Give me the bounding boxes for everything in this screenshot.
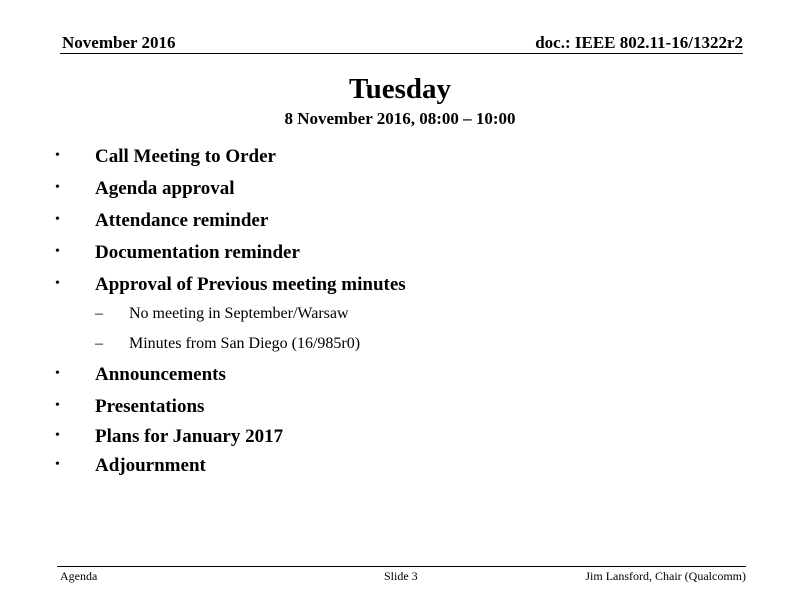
bullet-icon: • [55, 398, 60, 413]
agenda-item-label: Attendance reminder [95, 210, 269, 231]
slide-subtitle: 8 November 2016, 08:00 – 10:00 [284, 109, 516, 128]
agenda-item [0, 455, 800, 481]
dash-icon: – [95, 335, 103, 352]
agenda-item-label: Documentation reminder [95, 242, 300, 263]
agenda-item [0, 178, 800, 204]
agenda-item-label: Agenda approval [95, 178, 235, 199]
agenda-item-label: Presentations [95, 396, 205, 417]
agenda-item [0, 364, 800, 390]
agenda-item [0, 146, 800, 172]
footer-divider [57, 566, 746, 567]
agenda-item-label: Plans for January 2017 [95, 426, 284, 447]
bullet-icon: • [55, 366, 60, 381]
agenda-subitem-label: Minutes from San Diego (16/985r0) [129, 335, 361, 352]
dash-icon: – [95, 305, 103, 322]
bullet-icon: • [55, 428, 60, 443]
slide-number: Slide 3 [384, 569, 418, 583]
bullet-icon: • [55, 244, 60, 259]
bullet-icon: • [55, 276, 60, 291]
header-doc-id: doc.: IEEE 802.11-16/1322r2 [535, 33, 743, 52]
slide-title: Tuesday [348, 73, 452, 105]
agenda-item-label: Announcements [95, 364, 226, 385]
footer-section: Agenda [60, 569, 98, 583]
agenda-subitem-label: No meeting in September/Warsaw [129, 305, 349, 322]
agenda-item-label: Approval of Previous meeting minutes [95, 274, 406, 295]
bullet-icon: • [55, 180, 60, 195]
header-date: November 2016 [62, 33, 176, 52]
agenda-item-label: Adjournment [95, 455, 206, 476]
bullet-icon: • [55, 457, 60, 472]
bullet-icon: • [55, 212, 60, 227]
agenda-item [0, 396, 800, 422]
agenda-item [0, 210, 800, 236]
agenda-item [0, 242, 800, 268]
footer-author: Jim Lansford, Chair (Qualcomm) [585, 569, 746, 583]
agenda-item-label: Call Meeting to Order [95, 146, 276, 167]
agenda-item [0, 274, 800, 300]
bullet-icon: • [55, 148, 60, 163]
agenda-subitem [0, 304, 800, 330]
header-divider [60, 53, 743, 54]
agenda-subitem [0, 334, 800, 360]
agenda-item [0, 426, 800, 452]
